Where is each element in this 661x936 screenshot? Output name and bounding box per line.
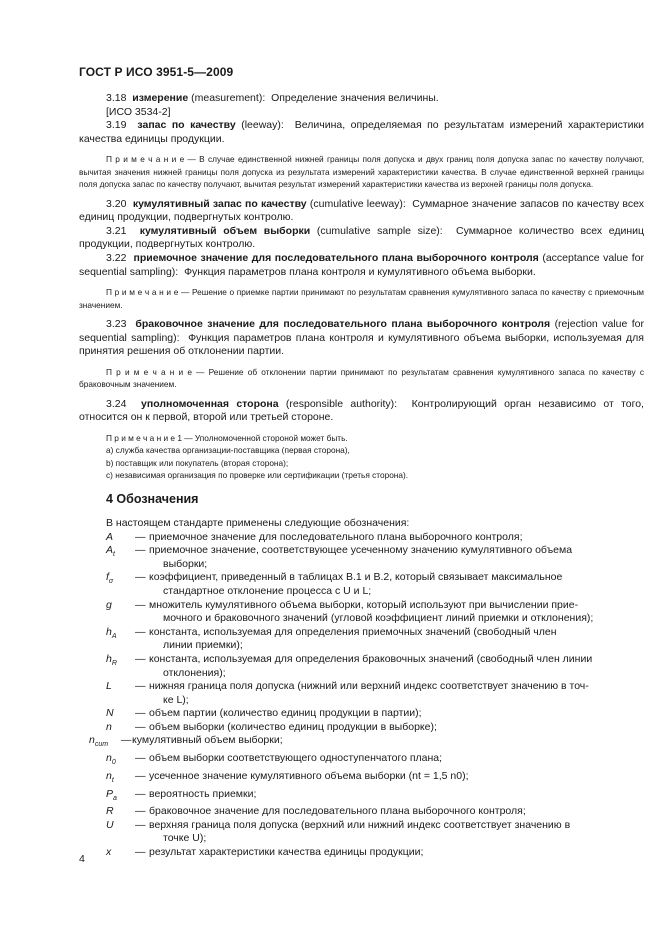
note-leeway: П р и м е ч а н и е — В случае единственной нижней границы поля допуска и двух границ поля допуска запас по качеству получают, вычитая значения нижней границы поля допуска из результата измерений характеристики качества. В случае единственной верхней границы поля допуска запас по качеству получают, вычитая результат измерений характеристики качества из верхней границы поля допуска. <box>79 154 644 190</box>
term-3-18-reference: [ИСО 3534-2] <box>106 105 171 118</box>
symbol-row: U — верхняя граница поля допуска (верхний или нижний индекс соответствует значению в точке U); <box>106 818 571 845</box>
term-3-22: 3.22 приемочное значение для последовательного плана выборочного контроля (acceptance value for sequential sampling): Функция параметров плана контроля и кумулятивного объема выборки. <box>79 251 644 278</box>
symbol-row: x — результат характеристики качества единицы продукции; <box>106 846 424 858</box>
note-acceptance: П р и м е ч а н и е — Решение о приемке партии принимают по результатам сравнения кумулятивного запаса по качеству с приемочным значением. <box>79 287 644 310</box>
list-item: b) поставщик или покупатель (вторая сторона); <box>106 457 289 468</box>
symbol-row: g — множитель кумулятивного объема выборки, который используют при вычислении прие- мочного и браковочного значений (угловой коэффициент линий приемки и отклонения); <box>106 598 594 625</box>
note-authority: П р и м е ч а н и е 1 — Уполномоченной стороной может быть. <box>106 432 348 443</box>
note-rejection: П р и м е ч а н и е — Решение об отклонении партии принимают по результатам сравнения кумулятивного запаса по качеству с браковочным значением. <box>79 366 644 390</box>
page-header: ГОСТ Р ИСО 3951-5—2009 <box>79 65 234 79</box>
symbol-row: R — браковочное значение для последовательного плана выборочного контроля; <box>106 805 526 818</box>
term-3-20: 3.20 кумулятивный запас по качеству (cumulative leeway): Суммарное значение запасов по качеству всех единиц продукции, подвергнутых контролю. <box>79 197 645 224</box>
symbol-row: $n_{cum}$ — кумулятивный объем выборки; <box>89 734 283 749</box>
symbol-row: $h_R$ — константа, используемая для определения браковочных значений (свободный член линии отклонения); <box>106 652 593 679</box>
symbols-list <box>79 531 644 860</box>
symbol-row: L — нижняя граница поля допуска (нижний или верхний индекс соответствует значению в точ- ке L); <box>106 680 589 706</box>
list-item: c) независимая организация по проверке или сертификации (третья сторона). <box>106 469 409 480</box>
symbol-row: $n_0$ — объем выборки соответствующего одноступенчатого плана; <box>106 752 443 767</box>
list-item: а) служба качества организации-поставщика (первая сторона), <box>106 445 350 456</box>
section-4-heading: 4 Обозначения <box>106 492 199 507</box>
term-3-19: 3.19 запас по качеству (leeway): Величина, определяемая по результатам измерений характеристики качества единицы продукции. <box>79 119 644 145</box>
term-3-24: 3.24 уполномоченная сторона (responsible authority): Контролирующий орган независимо от того, относится он к первой, второй или третьей стороне. <box>79 397 644 424</box>
note-authority-list <box>79 444 644 481</box>
term-3-18: 3.18 измерение (measurement): Определение значения величины. <box>106 92 439 104</box>
page-number: 4 <box>79 853 85 865</box>
symbol-row: n — объем выборки (количество единиц продукции в выборке); <box>106 720 437 733</box>
page-content <box>79 92 644 860</box>
symbol-row: $A_t$ — приемочное значение, соответствующее усеченному значению кумулятивного объема выборки; <box>106 544 573 570</box>
symbol-row: $h_A$ — константа, используемая для определения приемочных значений (свободный член линии приемки); <box>106 625 557 652</box>
term-3-23: 3.23 браковочное значение для последовательного плана выборочного контроля (rejection value for sequential sampling): Функция параметров плана контроля и кумулятивного объема выборки, используемая для принятия решения об отклонении партии. <box>79 317 645 358</box>
symbol-row: $f_\sigma$ — коэффициент, приведенный в таблицах В.1 и В.2, который связывает максимальное стандартное отклонение процесса с U и L; <box>106 571 563 597</box>
term-3-21: 3.21 кумулятивный объем выборки (cumulative sample size): Суммарное количество всех единиц продукции, подвергнутых контролю. <box>79 224 645 251</box>
section-4-intro: В настоящем стандарте применены следующие обозначения: <box>106 516 410 529</box>
symbol-row: $n_t$ — усеченное значение кумулятивного объема выборки (nt = 1,5 n0); <box>106 769 469 784</box>
symbol-row: $P_a$ — вероятность приемки; <box>106 787 257 802</box>
symbol-row: N — объем партии (количество единиц продукции в партии); <box>106 707 422 720</box>
symbol-row: A — приемочное значение для последовательного плана выборочного контроля; <box>106 530 523 543</box>
